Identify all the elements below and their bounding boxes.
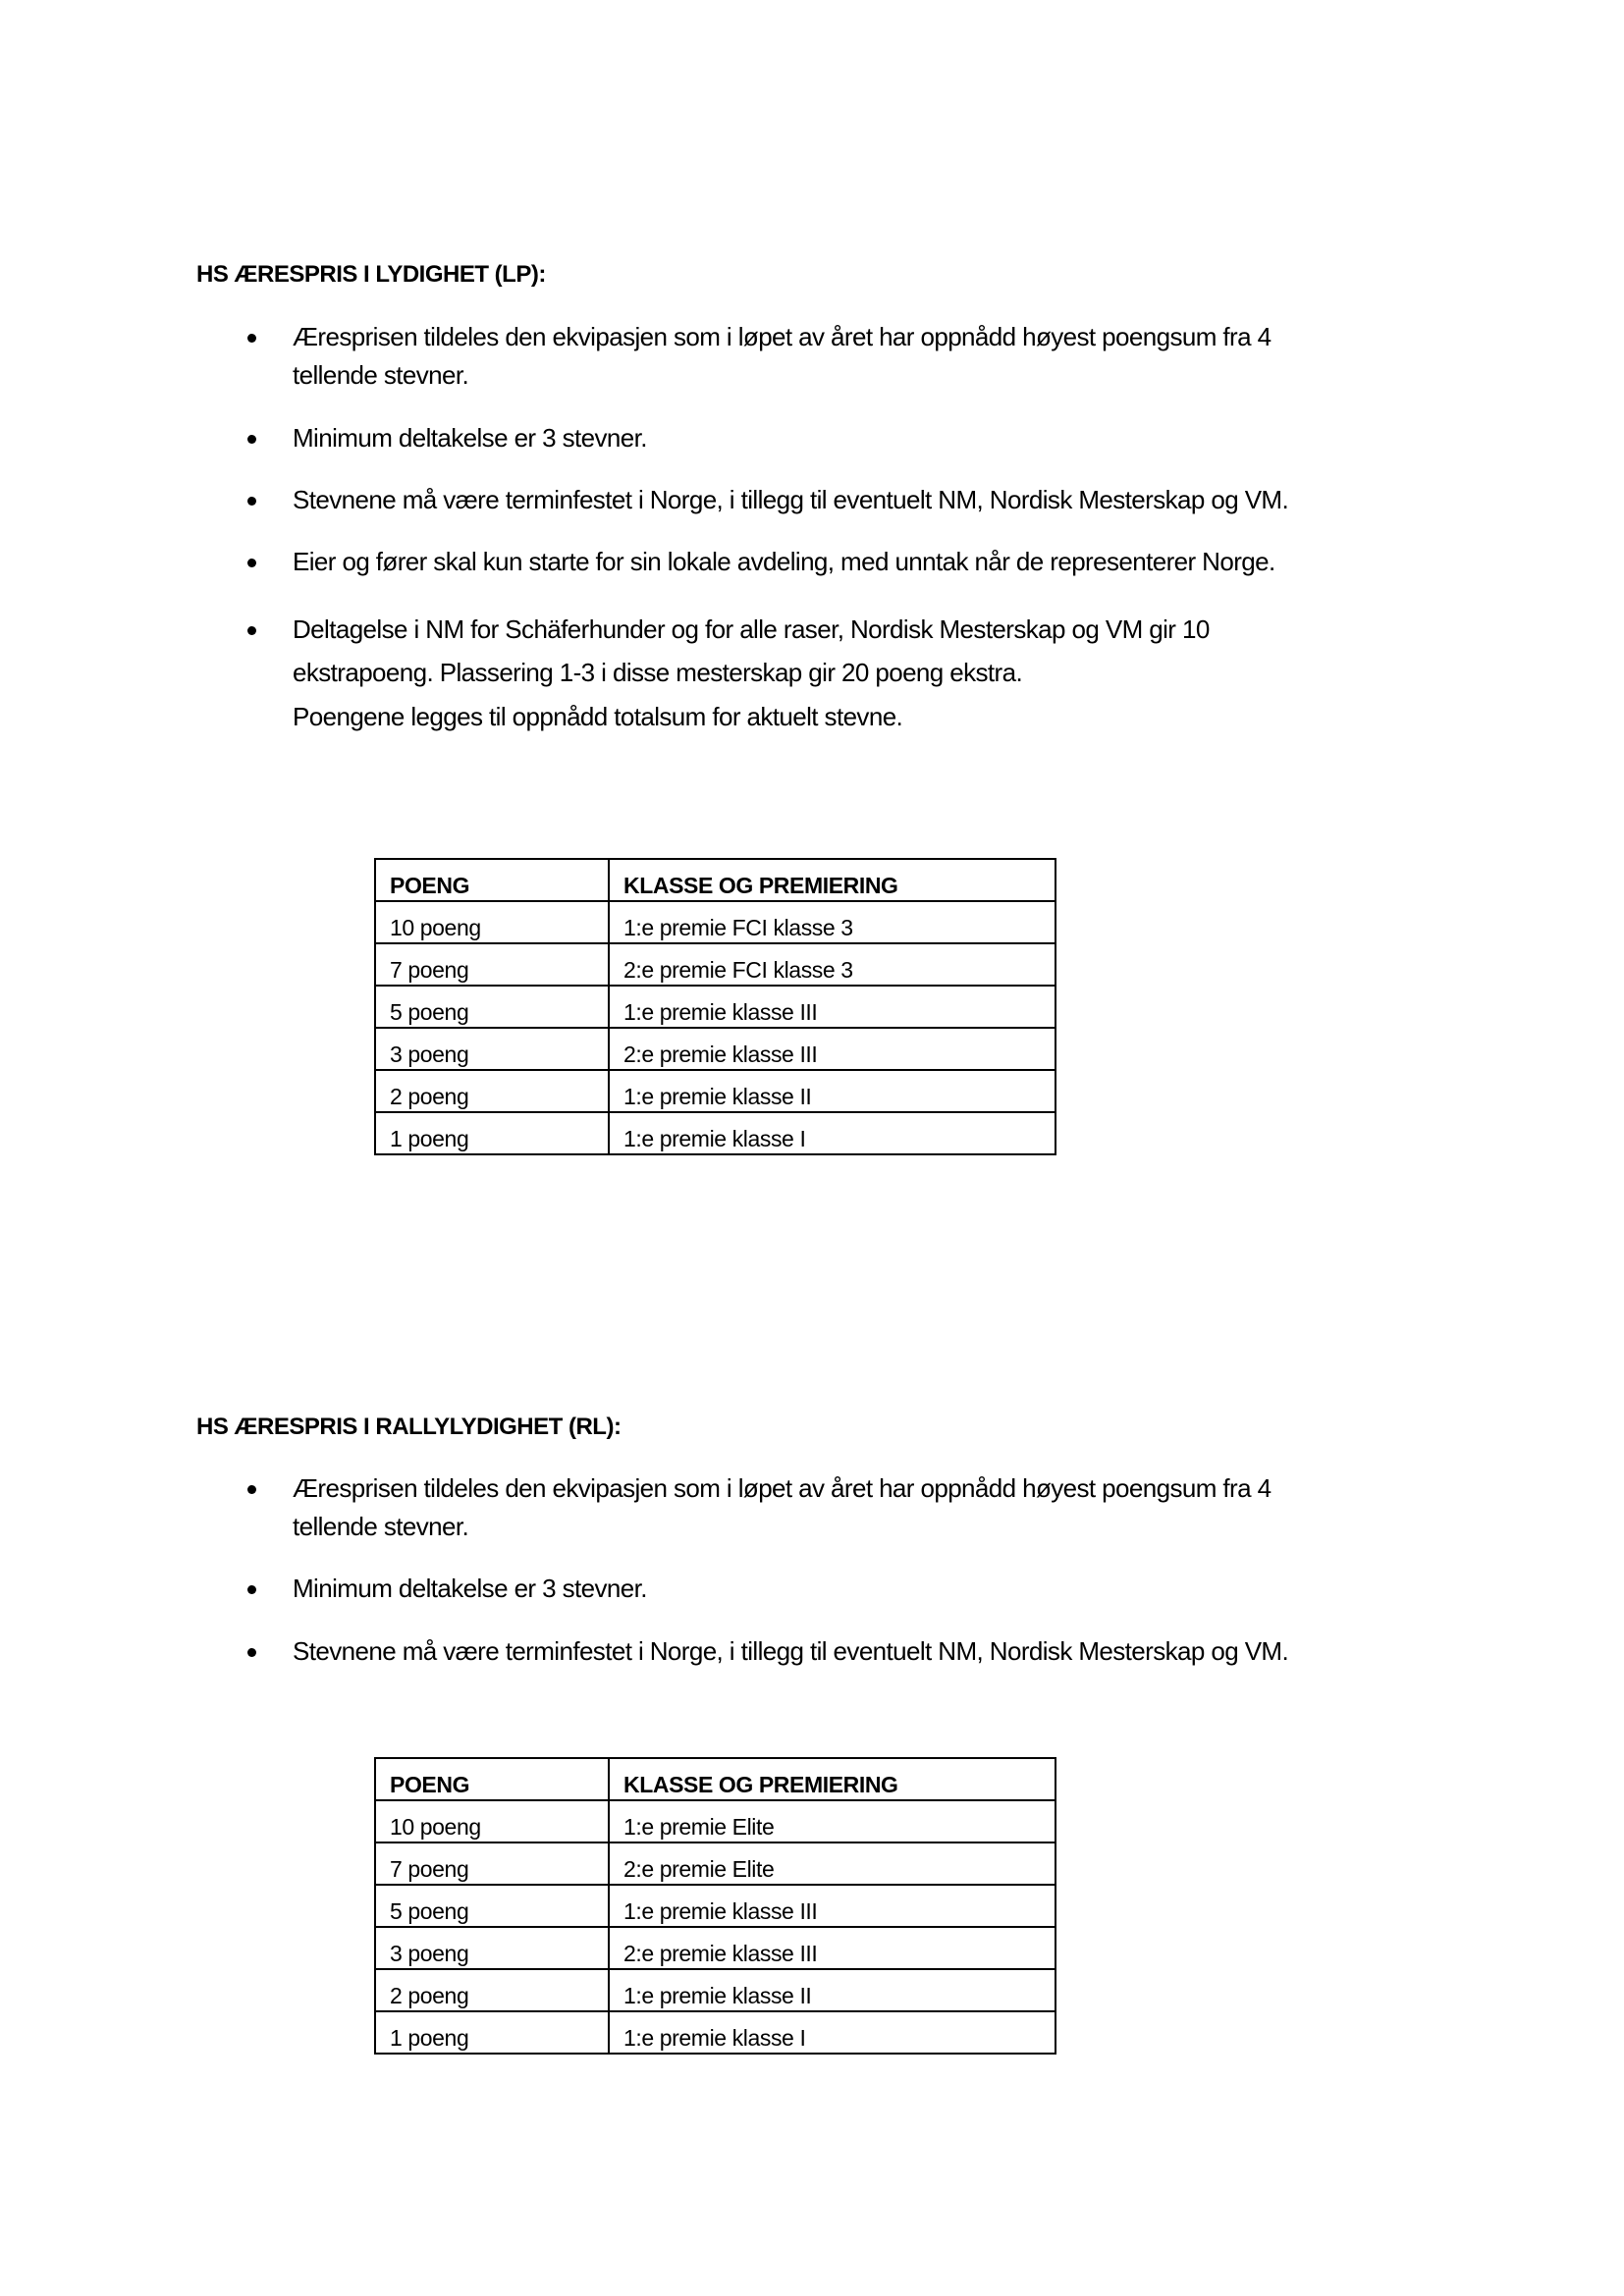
table-header-row — [375, 1758, 1056, 1800]
table-cell: 7 poeng — [375, 943, 609, 986]
table-header-cell: POENG — [375, 859, 609, 901]
bullet-text-continued: ekstrapoeng. Plassering 1-3 i disse mesterskap gir 20 poeng ekstra. — [293, 658, 1023, 687]
bullet-icon — [247, 1485, 256, 1494]
table-header-cell: KLASSE OG PREMIERING — [609, 859, 1056, 901]
table-row — [375, 1885, 1056, 1927]
table-cell: 1 poeng — [375, 1112, 609, 1154]
bullet-icon — [247, 435, 256, 444]
table-cell: 1:e premie klasse I — [609, 1112, 1056, 1154]
table-row — [375, 901, 1056, 943]
table-cell: 3 poeng — [375, 1028, 609, 1070]
table-header-row — [375, 859, 1056, 901]
table-row — [375, 1112, 1056, 1154]
table-cell: 1 poeng — [375, 2011, 609, 2054]
bullet-icon — [247, 497, 256, 506]
bullet-text-continued: tellende stevner. — [293, 1512, 469, 1541]
table-cell: 2 poeng — [375, 1969, 609, 2011]
table-cell: 10 poeng — [375, 1800, 609, 1842]
table-cell: 1:e premie klasse II — [609, 1070, 1056, 1112]
bullet-text: Stevnene må være terminfestet i Norge, i tillegg til eventuelt NM, Nordisk Mesterskap og VM. — [293, 485, 1289, 514]
bullet-text: Eier og fører skal kun starte for sin lokale avdeling, med unntak når de representerer Norge. — [293, 547, 1275, 576]
points-table-lp — [374, 858, 1056, 1155]
table-cell: 2:e premie klasse III — [609, 1927, 1056, 1969]
table-cell: 2:e premie Elite — [609, 1842, 1056, 1885]
table-cell: 1:e premie klasse III — [609, 986, 1056, 1028]
table-row — [375, 1070, 1056, 1112]
section-heading-lp: HS ÆRESPRIS I LYDIGHET (LP): — [196, 261, 546, 288]
table-row — [375, 943, 1056, 986]
table-cell: 1:e premie Elite — [609, 1800, 1056, 1842]
table-row — [375, 986, 1056, 1028]
bullet-icon — [247, 1585, 256, 1594]
section-heading-rl: HS ÆRESPRIS I RALLYLYDIGHET (RL): — [196, 1414, 622, 1440]
bullet-text: Æresprisen tildeles den ekvipasjen som i løpet av året har oppnådd høyest poengsum fra 4 — [293, 322, 1272, 351]
bullet-icon — [247, 334, 256, 343]
table-row — [375, 1028, 1056, 1070]
table-row — [375, 1927, 1056, 1969]
table-cell: 5 poeng — [375, 986, 609, 1028]
bullet-icon — [247, 626, 256, 635]
bullet-icon — [247, 1648, 256, 1657]
bullet-text: Minimum deltakelse er 3 stevner. — [293, 423, 647, 453]
bullet-text: Æresprisen tildeles den ekvipasjen som i løpet av året har oppnådd høyest poengsum fra 4 — [293, 1473, 1272, 1503]
table-cell: 3 poeng — [375, 1927, 609, 1969]
table-header-cell: POENG — [375, 1758, 609, 1800]
table-row — [375, 1842, 1056, 1885]
table-row — [375, 2011, 1056, 2054]
table-cell: 7 poeng — [375, 1842, 609, 1885]
table-row — [375, 1969, 1056, 2011]
table-cell: 1:e premie FCI klasse 3 — [609, 901, 1056, 943]
bullet-text: Deltagelse i NM for Schäferhunder og for alle raser, Nordisk Mesterskap og VM gir 10 — [293, 614, 1210, 644]
table-cell: 2:e premie klasse III — [609, 1028, 1056, 1070]
bullet-text-continued: Poengene legges til oppnådd totalsum for aktuelt stevne. — [293, 702, 903, 731]
points-table-rl — [374, 1757, 1056, 2055]
table-cell: 5 poeng — [375, 1885, 609, 1927]
table-cell: 2 poeng — [375, 1070, 609, 1112]
table-cell: 2:e premie FCI klasse 3 — [609, 943, 1056, 986]
table-cell: 1:e premie klasse II — [609, 1969, 1056, 2011]
table-cell: 1:e premie klasse III — [609, 1885, 1056, 1927]
table-header-cell: KLASSE OG PREMIERING — [609, 1758, 1056, 1800]
table-cell: 1:e premie klasse I — [609, 2011, 1056, 2054]
bullet-text: Minimum deltakelse er 3 stevner. — [293, 1574, 647, 1603]
bullet-text-continued: tellende stevner. — [293, 360, 469, 390]
bullet-text: Stevnene må være terminfestet i Norge, i tillegg til eventuelt NM, Nordisk Mesterskap og VM. — [293, 1636, 1289, 1666]
table-row — [375, 1800, 1056, 1842]
table-cell: 10 poeng — [375, 901, 609, 943]
bullet-icon — [247, 559, 256, 567]
